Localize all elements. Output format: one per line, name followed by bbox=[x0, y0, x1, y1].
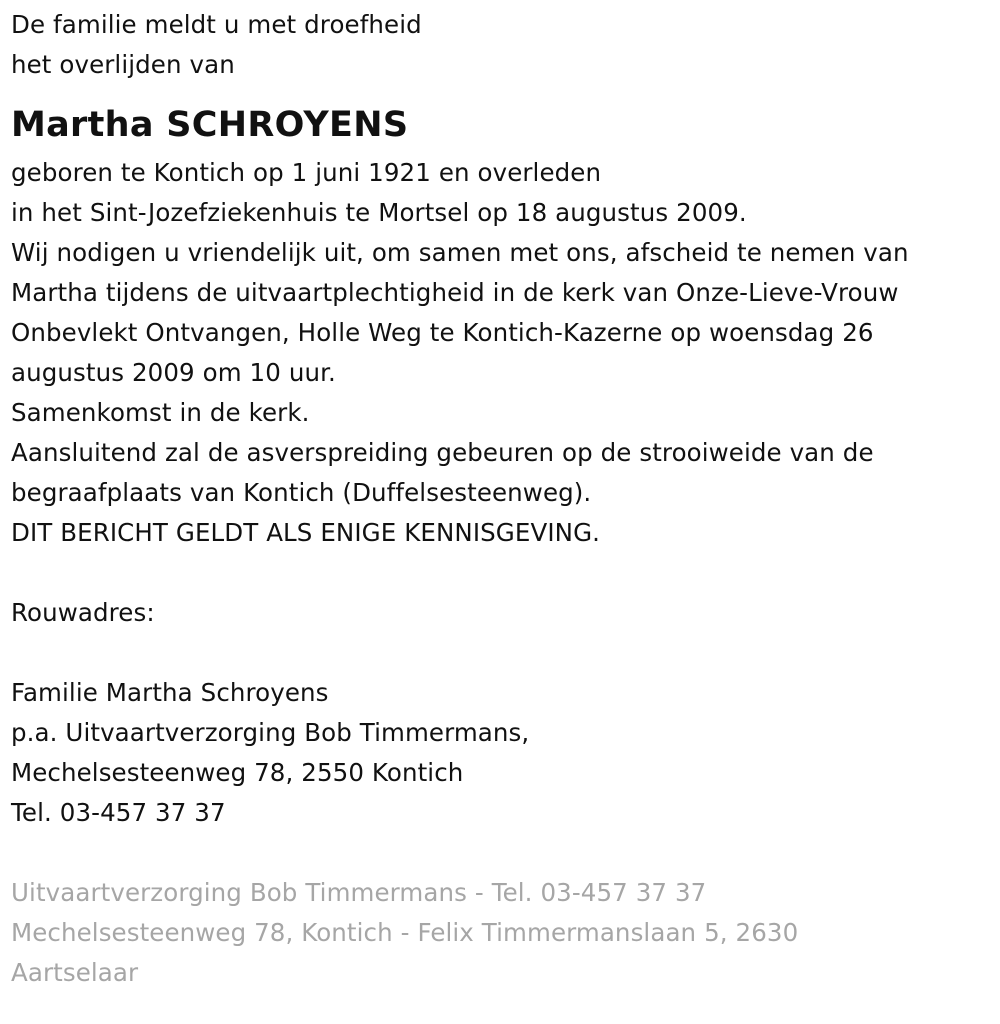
address-line: Mechelsesteenweg 78, 2550 Kontich bbox=[11, 758, 464, 787]
body-line: Martha tijdens de uitvaartplechtigheid in de kerk van Onze-Lieve-Vrouw bbox=[11, 278, 899, 307]
body-line: Samenkomst in de kerk. bbox=[11, 398, 310, 427]
body-line: Wij nodigen u vriendelijk uit, om samen met ons, afscheid te nemen van bbox=[11, 238, 909, 267]
intro-line: het overlijden van bbox=[11, 50, 235, 79]
address-label: Rouwadres: bbox=[11, 598, 155, 627]
footer-line: Mechelsesteenweg 78, Kontich - Felix Timmermanslaan 5, 2630 bbox=[11, 918, 799, 947]
body-line: Aansluitend zal de asverspreiding gebeuren op de strooiweide van de bbox=[11, 438, 874, 467]
body-line: geboren te Kontich op 1 juni 1921 en overleden bbox=[11, 158, 602, 187]
body-line: in het Sint-Jozefziekenhuis te Mortsel op 18 augustus 2009. bbox=[11, 198, 747, 227]
spacer bbox=[11, 633, 991, 673]
mourning-address bbox=[11, 673, 991, 833]
body-line: DIT BERICHT GELDT ALS ENIGE KENNISGEVING. bbox=[11, 518, 601, 547]
body-line: Onbevlekt Ontvangen, Holle Weg te Kontich-Kazerne op woensdag 26 bbox=[11, 318, 874, 347]
address-phone: Tel. 03-457 37 37 bbox=[11, 798, 226, 827]
body-line: augustus 2009 om 10 uur. bbox=[11, 358, 336, 387]
notice-body bbox=[11, 153, 991, 553]
address-line: p.a. Uitvaartverzorging Bob Timmermans, bbox=[11, 718, 530, 747]
spacer bbox=[11, 553, 991, 593]
obituary-notice bbox=[11, 5, 991, 993]
deceased-name: Martha SCHROYENS bbox=[11, 105, 409, 145]
funeral-home-footer bbox=[11, 873, 991, 993]
intro-line: De familie meldt u met droefheid bbox=[11, 10, 422, 39]
spacer bbox=[11, 833, 991, 873]
body-line: begraafplaats van Kontich (Duffelsesteenweg). bbox=[11, 478, 592, 507]
address-line: Familie Martha Schroyens bbox=[11, 678, 329, 707]
footer-line: Aartselaar bbox=[11, 958, 139, 987]
footer-line: Uitvaartverzorging Bob Timmermans - Tel. 03-457 37 37 bbox=[11, 878, 707, 907]
intro-block bbox=[11, 5, 991, 85]
